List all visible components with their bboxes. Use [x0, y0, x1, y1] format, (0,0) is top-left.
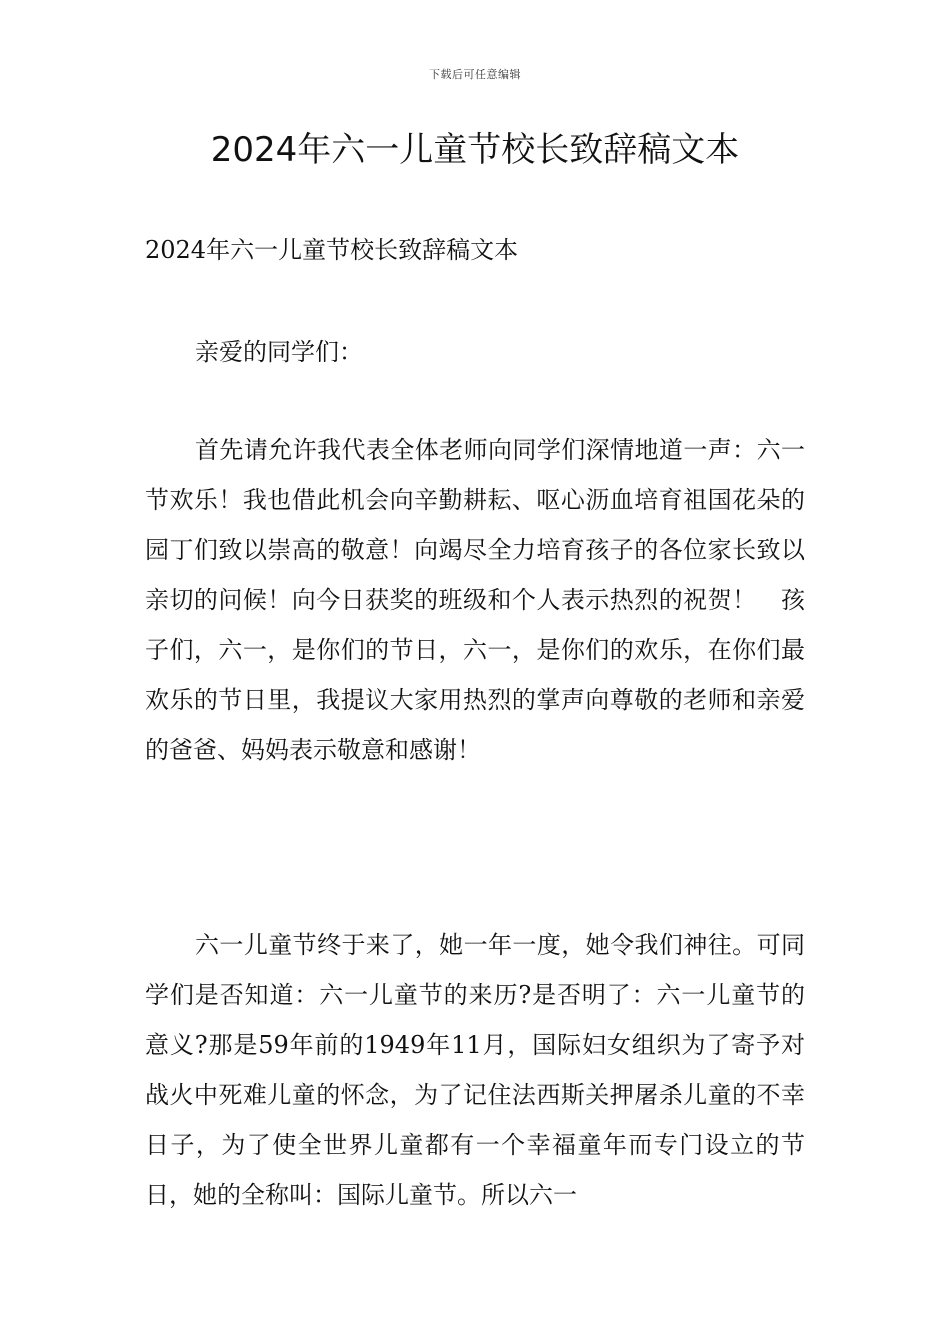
- paragraph-2: 六一儿童节终于来了，她一年一度，她令我们神往。可同学们是否知道：六一儿童节的来历?是否明了：六一儿童节的意义?那是59年前的1949年11月，国际妇女组织为了寄予对战火中死难儿童的怀念，为了记住法西斯关押屠杀儿童的不幸日子，为了使全世界儿童都有一个幸福童年而专门设立的节日，她的全称叫：国际儿童节。所以六一: [145, 931, 805, 1209]
- document-subtitle: 2024年六一儿童节校长致辞稿文本: [145, 236, 519, 264]
- greeting: 亲爱的同学们：: [195, 338, 363, 366]
- document-title: 2024年六一儿童节校长致辞稿文本: [210, 130, 740, 170]
- paragraph-1: 首先请允许我代表全体老师向同学们深情地道一声：六一节欢乐！我也借此机会向辛勤耕耘、呕心沥血培育祖国花朵的园丁们致以崇高的敬意！向竭尽全力培育孩子的各位家长致以亲切的问候！向今日获奖的班级和个人表示热烈的祝贺！ 孩子们，六一，是你们的节日，六一，是你们的欢乐，在你们最欢乐的节日里，我提议大家用热烈的掌声向尊敬的老师和亲爱的爸爸、妈妈表示敬意和感谢！: [145, 436, 805, 764]
- header-note: 下载后可任意编辑: [429, 68, 521, 81]
